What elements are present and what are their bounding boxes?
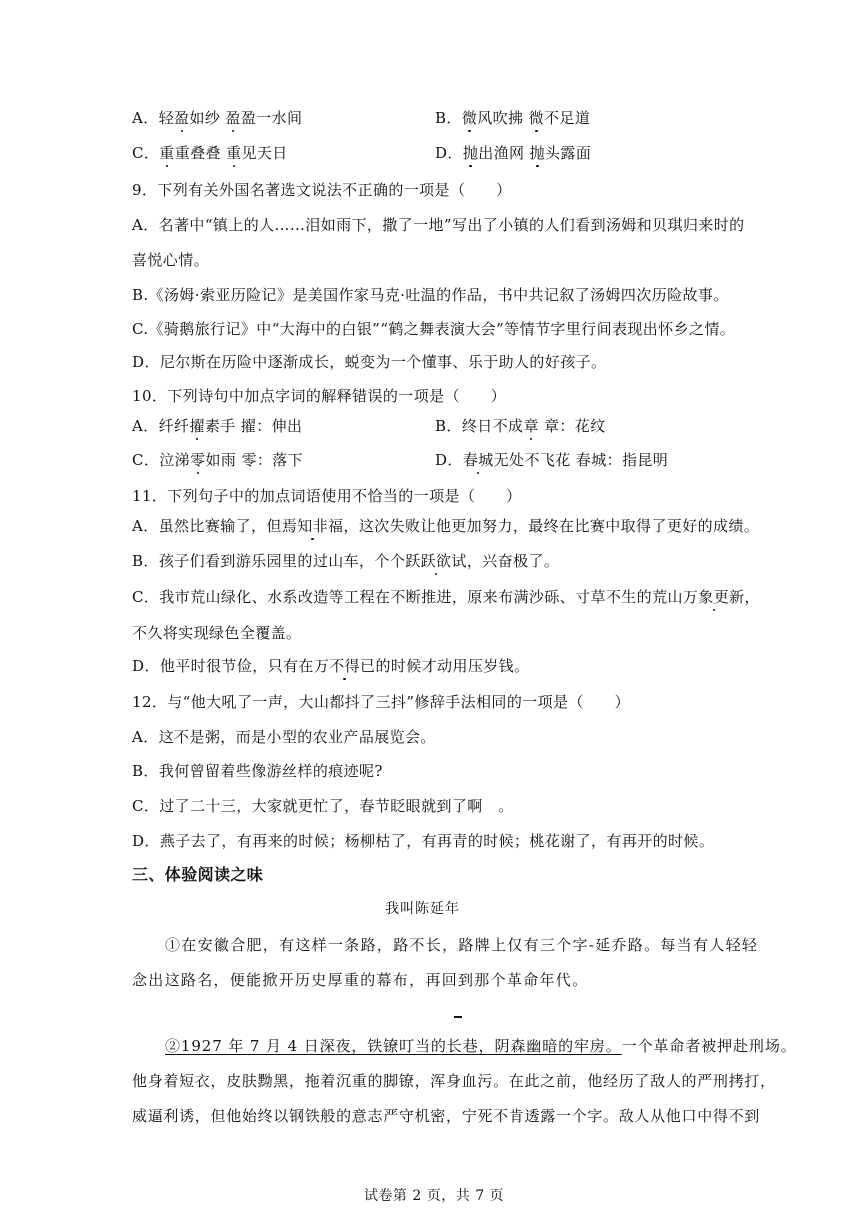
q11-option-c: C．我市荒山绿化、水系改造等工程在不断推进，原来布满沙砾、寸草不生的荒山万象更新， (132, 588, 760, 606)
q10-option-a: A．纤纤擢素手 擢：伸出 (132, 417, 303, 435)
q10-stem: 10．下列诗句中加点字词的解释错误的一项是（ ） (132, 387, 507, 405)
paragraph-2-line-3: 威逼利诱，但他始终以钢铁般的意志严守机密，宁死不肯透露一个字。敌人从他口中得不到 (132, 1107, 761, 1125)
q11-option-d: D．他平时很节俭，只有在万不得已的时候才动用压岁钱。 (132, 657, 530, 675)
q9-stem: 9．下列有关外国名著选文说法不正确的一项是（ ） (132, 181, 512, 199)
q12-stem: 12．与“他大吼了一声，大山都抖了三抖”修辞手法相同的一项是（ ） (132, 693, 631, 711)
q11-option-a: A．虽然比赛输了，但焉知非福，这次失败让他更加努力，最终在比赛中取得了更好的成绩。 (132, 517, 760, 535)
q9-option-c: C.《骑鹅旅行记》中“大海中的白银”“鹤之舞表演大会”等情节字里行间表现出怀乡之情。 (132, 320, 736, 338)
q8-option-d: D．抛出渔网 抛头露面 (435, 144, 592, 162)
paragraph-1-line-1: ①在安徽合肥，有这样一条路，路不长，路牌上仅有三个字-延乔路。每当有人轻轻 (165, 936, 759, 954)
q9-option-b: B.《汤姆·索亚历险记》是美国作家马克·吐温的作品，书中共记叙了汤姆四次历险故事。 (132, 286, 729, 304)
q12-option-a: A．这不是粥，而是小型的农业产品展览会。 (132, 728, 436, 746)
q10-option-b: B．终日不成章 章：花纹 (435, 417, 606, 435)
q11-option-c-cont: 不久将实现绿色全覆盖。 (132, 624, 302, 642)
q8-option-c: C．重重叠叠 重见天日 (132, 144, 288, 162)
q12-option-c: C．过了二十三，大家就更忙了，春节眨眼就到了啊 。 (132, 797, 514, 815)
separator-mark (454, 1016, 462, 1018)
page-footer: 试卷第 2 页，共 7 页 (363, 1188, 505, 1204)
q11-option-b: B．孩子们看到游乐园里的过山车，个个跃跃欲试，兴奋极了。 (132, 552, 560, 570)
paragraph-2-line-2: 他身着短衣，皮肤黝黑，拖着沉重的脚镣，浑身血污。在此之前，他经历了敌人的严刑拷打， (132, 1072, 776, 1090)
paragraph-2-line-1: ②1927 年 7 月 4 日深夜，铁镣叮当的长巷，阴森幽暗的牢房。一个革命者被押赴刑场。 (165, 1037, 797, 1055)
q9-option-a-cont: 喜悦心情。 (132, 251, 210, 269)
paragraph-1-line-2: 念出这路名，便能掀开历史厚重的幕布，再回到那个革命年代。 (132, 971, 589, 989)
section-heading: 三、体验阅读之味 (132, 865, 264, 884)
q12-option-b: B．我何曾留着些像游丝样的痕迹呢? (132, 762, 383, 780)
q8-option-a: A．轻盈如纱 盈盈一水间 (132, 109, 303, 127)
q12-option-d: D．燕子去了，有再来的时候；杨柳枯了，有再青的时候；桃花谢了，有再开的时候。 (132, 832, 715, 850)
q9-option-d: D．尼尔斯在历险中逐渐成长，蜕变为一个懂事、乐于助人的好孩子。 (132, 353, 607, 371)
q10-option-c: C．泣涕零如雨 零：落下 (132, 451, 304, 469)
q8-option-b: B．微风吹拂 微不足道 (435, 109, 591, 127)
passage-title: 我叫陈延年 (385, 901, 460, 917)
q10-option-d: D．春城无处不飞花 春城：指昆明 (435, 451, 669, 469)
q11-stem: 11．下列句子中的加点词语使用不恰当的一项是（ ） (132, 487, 522, 505)
q9-option-a: A．名著中“镇上的人……泪如雨下，撒了一地”写出了小镇的人们看到汤姆和贝琪归来时的 (132, 216, 745, 234)
